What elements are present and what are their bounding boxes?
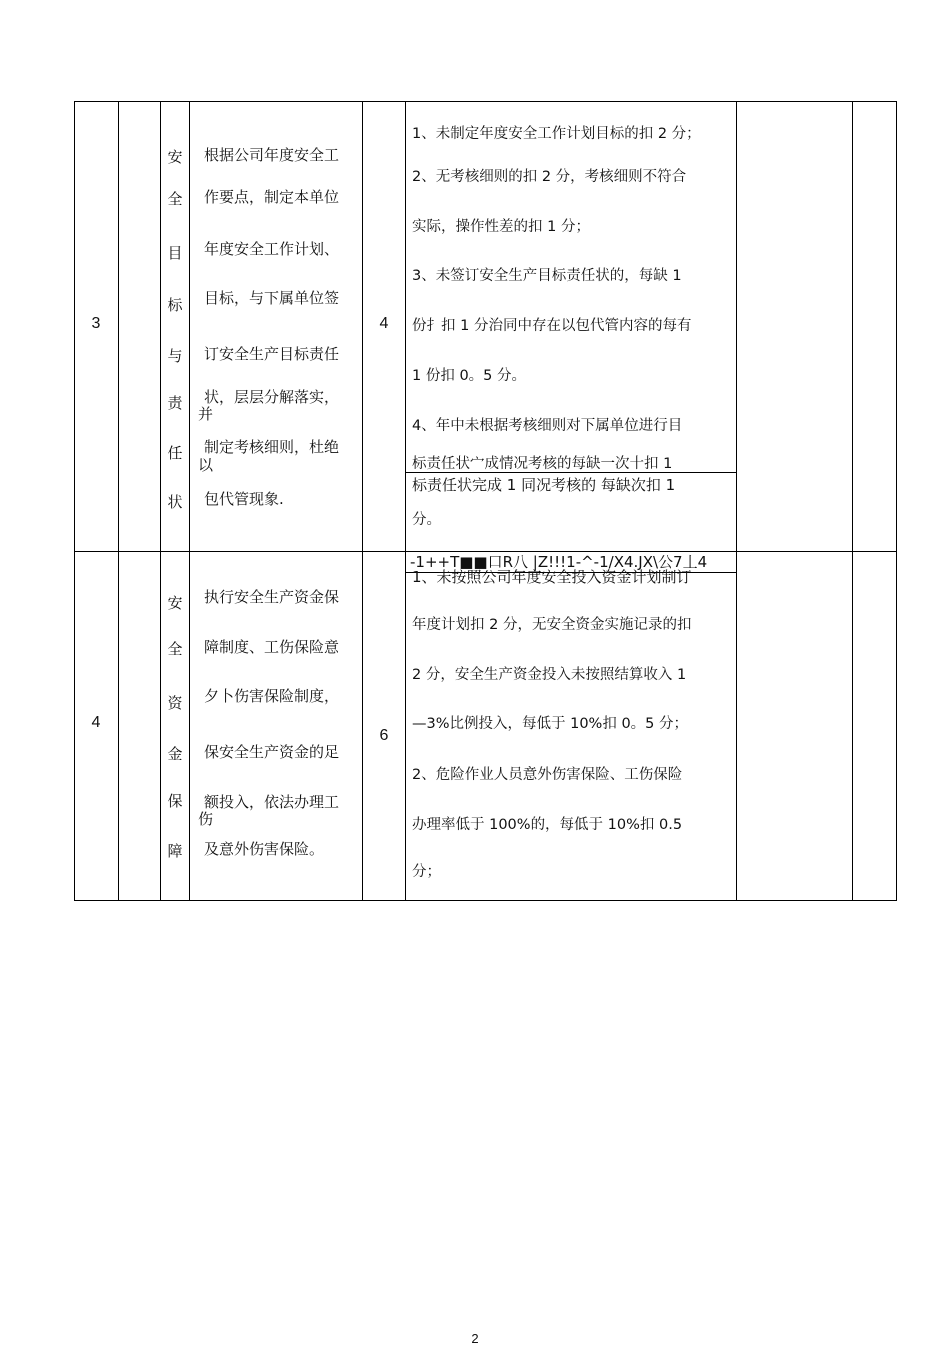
- category-char: 全: [167, 640, 183, 658]
- col-line: [405, 101, 406, 901]
- standard-line: 夕卜伤害保险制度，: [204, 687, 340, 705]
- category-char: 障: [167, 842, 183, 860]
- standard-line: 状，层层分解落实，: [204, 388, 340, 406]
- criteria-line: 2 分，安全生产资金投入未按照结算收入 1: [412, 667, 687, 683]
- score: 6: [379, 727, 389, 744]
- row-divider: [74, 551, 897, 552]
- category-char: 责: [167, 394, 183, 412]
- row-index: 3: [91, 315, 101, 332]
- assessment-table: [74, 101, 897, 901]
- standard-line: 目标，与下属单位签: [204, 289, 340, 307]
- category-char: 与: [167, 347, 183, 365]
- category-char: 安: [167, 148, 183, 166]
- col-line: [736, 101, 737, 901]
- criteria-line: 分。: [412, 512, 441, 528]
- standard-line: 并: [198, 405, 214, 423]
- category-char: 安: [167, 594, 183, 612]
- row-index: 4: [91, 714, 101, 731]
- col-line: [896, 101, 897, 901]
- standard-line: 年度安全工作计划、: [204, 240, 340, 258]
- score: 4: [379, 315, 389, 332]
- category-char: 任: [167, 444, 183, 462]
- standard-line: 障制度、工伤保险意: [204, 638, 340, 656]
- criteria-line: 分；: [412, 864, 441, 880]
- col-line: [362, 101, 363, 901]
- criteria-line: 4、年中未根据考核细则对下属单位进行目: [412, 418, 683, 434]
- table-border-bottom: [74, 900, 897, 901]
- standard-line: 包代管现象.: [204, 490, 284, 508]
- col-line: [118, 101, 119, 901]
- category-char: 全: [167, 190, 183, 208]
- standard-line: 伤: [198, 810, 214, 828]
- standard-line: 及意外伤害保险。: [204, 840, 325, 858]
- standard-line: 订安全生产目标责任: [204, 345, 340, 363]
- page-number: 2: [471, 1331, 479, 1346]
- criteria-line: 2、危险作业人员意外伤害保险、工伤保险: [412, 767, 683, 783]
- col-line: [74, 101, 75, 901]
- criteria-line: 1 份扣 0。5 分。: [412, 368, 527, 384]
- criteria-line: —3%比例投入，每低于 10%扣 0。5 分；: [412, 716, 689, 732]
- standard-line: 制定考核细则，杜绝: [204, 438, 340, 456]
- standard-line: 保安全生产资金的足: [204, 743, 340, 761]
- criteria-line: 2、无考核细则的扣 2 分，考核细则不符合: [412, 169, 687, 185]
- col-line: [189, 101, 190, 901]
- table-border-top: [74, 101, 897, 102]
- category-char: 保: [167, 792, 183, 810]
- standard-line: 额投入，依法办理工: [204, 793, 340, 811]
- criteria-line: 标责任状宀成情况考核的每缺一次十扣 1: [412, 456, 673, 472]
- criteria-line: 1、未制定年度安全工作计划目标的扣 2 分；: [412, 126, 701, 142]
- category-char: 目: [167, 244, 183, 262]
- category-char: 资: [167, 694, 183, 712]
- col-line: [852, 101, 853, 901]
- criteria-line: 份扌扣 1 分治同中存在以包代管内容的每有: [412, 318, 692, 334]
- category-char: 标: [167, 296, 183, 314]
- standard-line: 以: [198, 456, 214, 474]
- criteria-line: 3、未签订安全生产目标责任状的，每缺 1: [412, 268, 682, 284]
- standard-line: 根据公司年度安全工: [204, 146, 340, 164]
- category-char: 状: [167, 493, 183, 511]
- criteria-line: 年度计划扣 2 分，无安全资金实施记录的扣: [412, 617, 692, 633]
- criteria-line-overlap: 标责任状完成 1 同况考核的 每缺次扣 1: [412, 476, 676, 494]
- criteria-garbled-line: -1++T■■口R八 |Z!!!1-^-1/X4.JX\公7丄4: [410, 553, 708, 571]
- standard-line: 执行安全生产资金保: [204, 588, 340, 606]
- criteria-line: 办理率低于 100%的，每低于 10%扣 0.5: [412, 817, 683, 833]
- criteria-line: 实际，操作性差的扣 1 分；: [412, 219, 590, 235]
- criteria-line-overlap: 1、未按照公司年度安全投入资金计划制订: [412, 568, 692, 586]
- category-char: 金: [167, 745, 183, 763]
- standard-line: 作要点，制定本单位: [204, 188, 340, 206]
